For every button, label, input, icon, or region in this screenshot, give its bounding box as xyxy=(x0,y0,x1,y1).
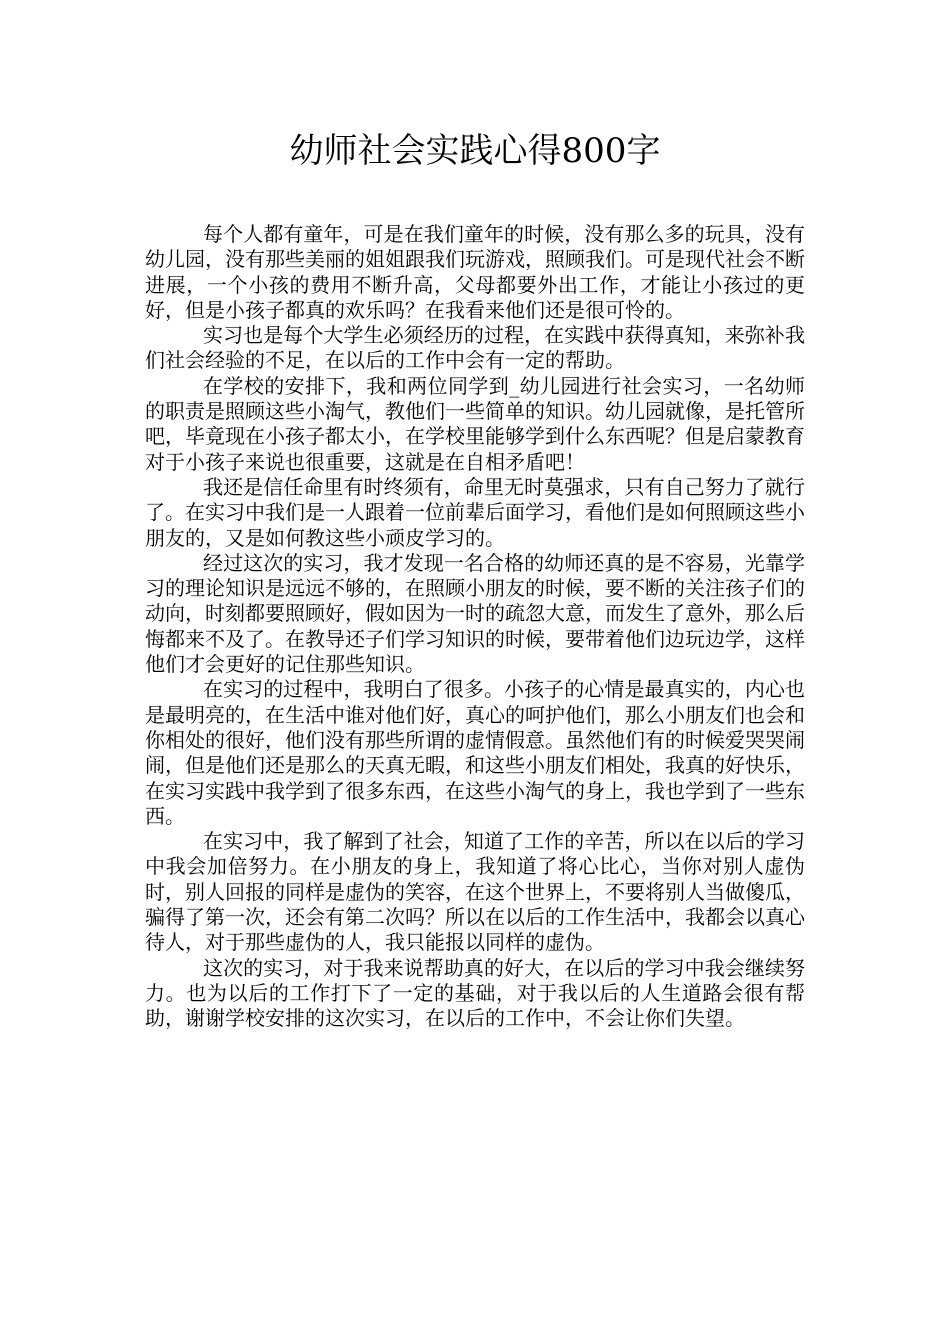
paragraph-8: 这次的实习，对于我来说帮助真的好大，在以后的学习中我会继续努力。也为以后的工作打下了一定的基础，对于我以后的人生道路会很有帮助，谢谢学校安排的这次实习，在以后的工作中，不会让你们失望。 xyxy=(145,955,805,1031)
paragraph-4: 我还是信任命里有时终须有，命里无时莫强求，只有自己努力了就行了。在实习中我们是一人跟着一位前辈后面学习，看他们是如何照顾这些小朋友的，又是如何教这些小顽皮学习的。 xyxy=(145,474,805,550)
document-title: 幼师社会实践心得800字 xyxy=(289,131,661,171)
paragraph-1: 每个人都有童年，可是在我们童年的时候，没有那么多的玩具，没有幼儿园，没有那些美丽的姐姐跟我们玩游戏，照顾我们。可是现代社会不断进展，一个小孩的费用不断升高，父母都要外出工作，才能让小孩过的更好，但是小孩子都真的欢乐吗？在我看来他们还是很可怜的。 xyxy=(145,222,805,322)
paragraph-7: 在实习中，我了解到了社会，知道了工作的辛苦，所以在以后的学习中我会加倍努力。在小朋友的身上，我知道了将心比心，当你对别人虚伪时，别人回报的同样是虚伪的笑容，在这个世界上，不要将别人当做傻瓜，骗得了第一次，还会有第二次吗？所以在以后的工作生活中，我都会以真心待人，对于那些虚伪的人，我只能报以同样的虚伪。 xyxy=(145,829,805,955)
paragraph-2: 实习也是每个大学生必须经历的过程，在实践中获得真知，来弥补我们社会经验的不足，在以后的工作中会有一定的帮助。 xyxy=(145,323,805,373)
paragraph-5: 经过这次的实习，我才发现一名合格的幼师还真的是不容易，光靠学习的理论知识是远远不够的，在照顾小朋友的时候，要不断的关注孩子们的动向，时刻都要照顾好，假如因为一时的疏忽大意，而发生了意外，那么后悔都来不及了。在教导还子们学习知识的时候，要带着他们边玩边学，这样他们才会更好的记住那些知识。 xyxy=(145,550,805,677)
paragraph-6: 在实习的过程中，我明白了很多。小孩子的心情是最真实的，内心也是最明亮的，在生活中谁对他们好，真心的呵护他们，那么小朋友们也会和你相处的很好，他们没有那些所谓的虚情假意。虽然他们有的时候爱哭哭闹闹，但是他们还是那么的天真无暇，和这些小朋友们相处，我真的好快乐，在实习实践中我学到了很多东西，在这些小淘气的身上，我也学到了一些东西。 xyxy=(145,677,805,828)
document-body xyxy=(145,222,805,1032)
paragraph-3: 在学校的安排下，我和两位同学到_幼儿园进行社会实习，一名幼师的职责是照顾这些小淘气，教他们一些简单的知识。幼儿园就像，是托管所吧，毕竟现在小孩子都太小，在学校里能够学到什么东西呢？但是启蒙教育对于小孩子来说也很重要，这就是在自相矛盾吧！ xyxy=(145,373,805,474)
